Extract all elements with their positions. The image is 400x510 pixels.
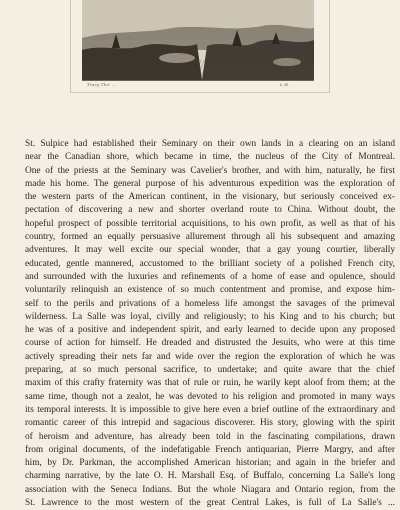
text-line: made his home. The general purpose of his adventurous expedition was the exploration of xyxy=(25,178,395,189)
text-line: St. Sulpice had established their Seminary on their own lands in a clearing on an island xyxy=(25,139,395,149)
text-line: he was of a positive and independent spirit, and early learned to decide upon any proposed xyxy=(25,325,395,336)
text-line: association with the Seneca Indians. But the whole Niagara and Ontario region, from the xyxy=(25,484,395,495)
text-line: preparing, at so much personal sacrifice, to undertake; and quite aware that the chief xyxy=(25,365,395,376)
engraving-illustration xyxy=(82,0,314,81)
text-line: voluntarily relinquish an existence of so much contentment and promise, and expose him- xyxy=(25,285,395,296)
engraving-area xyxy=(0,0,400,108)
text-line: pectation of discovering a new and shorter overland route to China. Without doubt, the xyxy=(25,205,395,216)
landscape-engraving xyxy=(82,0,314,80)
text-line: maxim of this crafty fraternity was that of rule or ruin, he warily kept aloof from them; at the xyxy=(25,378,395,389)
artist-initials: L.H. xyxy=(280,82,290,87)
text-line: course of action for himself. He dreaded and distrusted the Jesuits, who were at this time xyxy=(25,338,395,349)
text-line: and surrounded with the luxuries and refinements of a home of ease and opulence, should xyxy=(25,271,395,282)
text-line: adventures. It may well excite our special wonder, that a gay young courtier, liberally xyxy=(25,245,395,256)
text-line: romantic career of this intrepid and sagacious discoverer. His story, glowing with the spirit xyxy=(25,418,395,429)
text-line: of heroism and adventure, has already been told in the fascinating compilations, drawn xyxy=(25,431,395,442)
text-line: the western parts of the American continent, in the visionary, but seriously conceived ex- xyxy=(25,192,395,203)
text-line: hopeful prospect of possible territorial acquisitions, to his own profit, as well as that of his xyxy=(25,218,395,229)
text-line: same time, though not a zealot, he was devoted to his religion and promoted in many ways xyxy=(25,391,395,402)
text-line: actively spreading their nets far and wide over the region the exploration of which he was xyxy=(25,351,395,362)
text-line: its temporal interests. It is impossible to give here even a brief outline of the extraordinary and xyxy=(25,404,395,415)
body-text xyxy=(25,138,395,510)
text-line: One of the priests at the Seminary was Cavelier's brother, and with him, naturally, he first xyxy=(25,165,395,176)
text-line: self to the perils and privations of a homeless life amongst the savages of the primeval xyxy=(25,298,395,309)
text-line: near the Canadian shore, which became in time, the nucleus of the City of Montreal. xyxy=(25,152,395,163)
text-line: wilderness. La Salle was loyal, civilly and religiously; to his King and to his church; but xyxy=(25,311,395,322)
text-line: St. Lawrence to the most western of the great Central Lakes, is full of La Salle's ... xyxy=(25,498,395,509)
text-line: him, by Dr. Parkman, the accomplished American historian; and again in the briefer and xyxy=(25,458,395,469)
text-line: charming narrative, by the late O. H. Marshall Esq. of Buffalo, concerning La Salle's long xyxy=(25,471,395,482)
text-line: country, formed an equally persuasive allurement through all his subsequent and amazing xyxy=(25,232,395,243)
text-line: educated, gentle mannered, accustomed to the brilliant society of a polished French city, xyxy=(25,258,395,269)
engraver-signature: Tracy Tho' ... xyxy=(87,82,117,87)
text-line: from original documents, of the indefatigable French antiquarian, Pierre Margry, and after xyxy=(25,444,395,455)
